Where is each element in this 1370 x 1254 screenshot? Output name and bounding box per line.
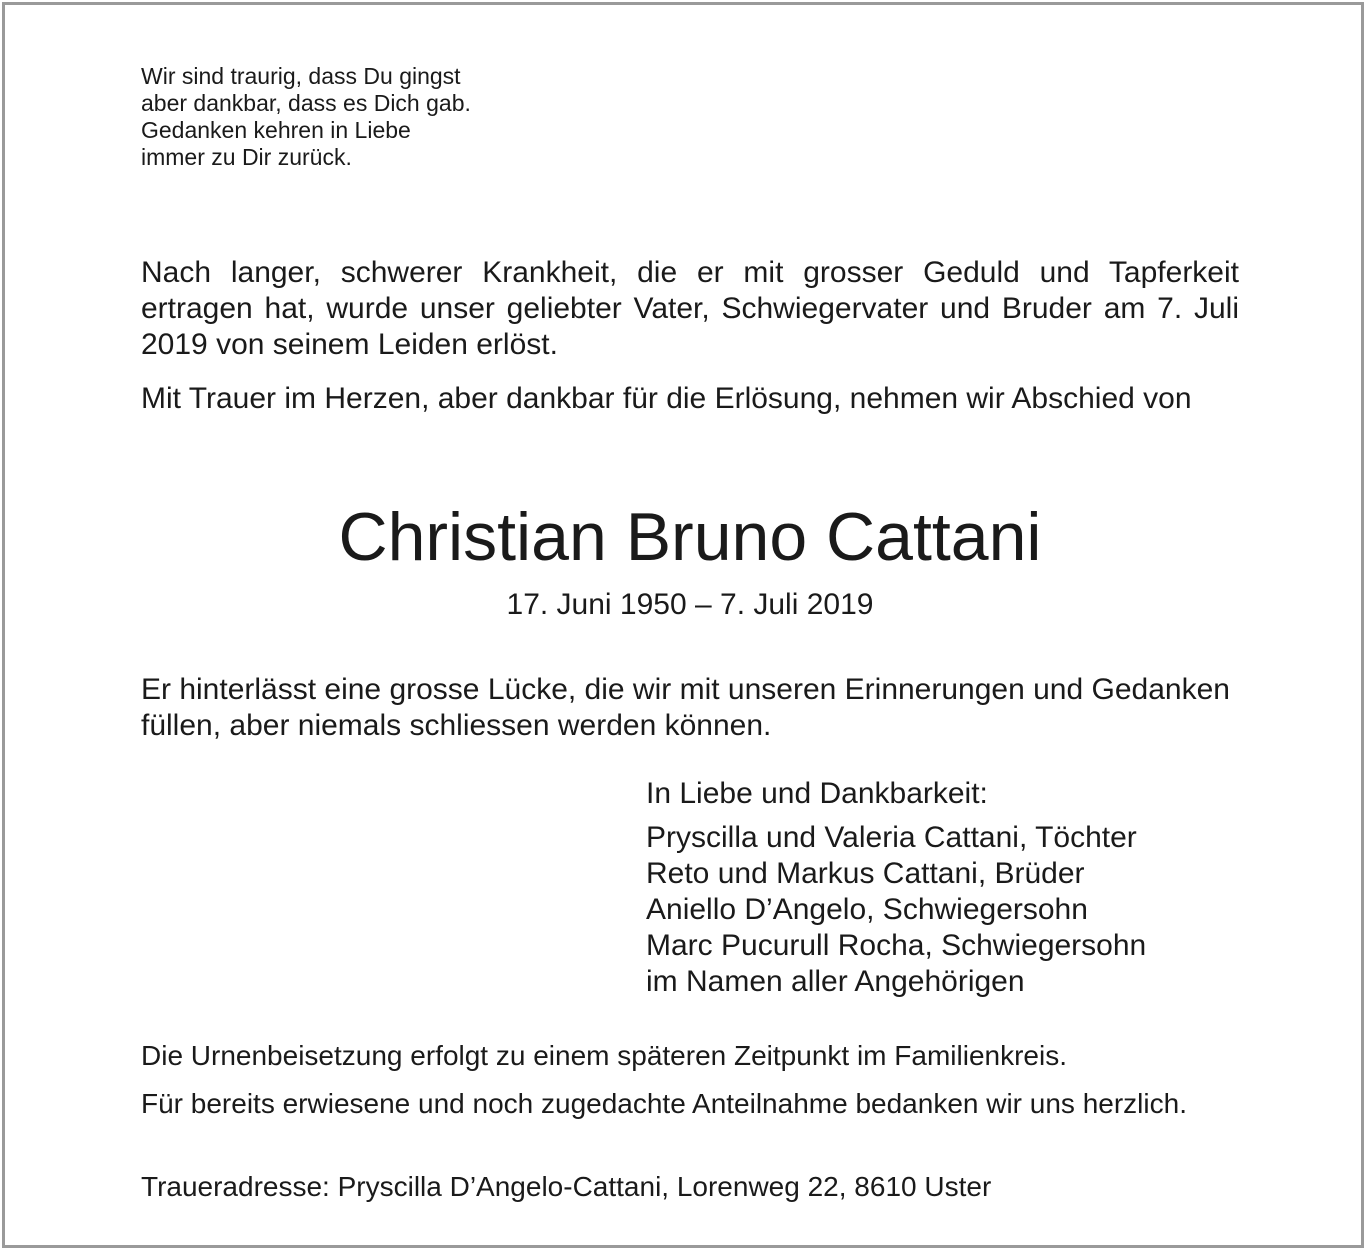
legacy-paragraph: Er hinterlässt eine grosse Lücke, die wir mit unseren Erinnerungen und Gedanken füllen, aber niemals schliessen werden können. <box>141 673 1230 742</box>
signer-line: Reto und Markus Cattani, Brüder <box>646 857 1085 890</box>
signers-block <box>646 776 1146 1000</box>
motto-line: Gedanken kehren in Liebe <box>141 117 411 143</box>
obituary-notice <box>2 2 1364 1248</box>
signer-line: im Namen aller Angehörigen <box>646 965 1025 998</box>
signers-heading: In Liebe und Dankbarkeit: <box>646 777 988 810</box>
signer-line: Aniello D’Angelo, Schwiegersohn <box>646 893 1088 926</box>
signer-line: Marc Pucurull Rocha, Schwiegersohn <box>646 929 1147 962</box>
motto-line: Wir sind traurig, dass Du gingst <box>141 63 461 89</box>
intro-paragraph: Nach langer, schwerer Krankheit, die er mit grosser Geduld und Tapferkeit ertragen hat, wurde unser geliebter Vater, Schwiegervater und Bruder am 7. Juli 2019 von seinem Leiden erlöst. <box>141 256 1239 361</box>
mourning-address: Traueradresse: Pryscilla D’Angelo-Cattani, Lorenweg 22, 8610 Uster <box>141 1171 992 1202</box>
deceased-name: Christian Bruno Cattani <box>338 499 1042 575</box>
motto-line: aber dankbar, dass es Dich gab. <box>141 90 471 116</box>
motto-verse <box>141 63 471 171</box>
thanks-note: Für bereits erwiesene und noch zugedachte Anteilnahme bedanken wir uns herzlich. <box>141 1088 1187 1119</box>
signer-line: Pryscilla und Valeria Cattani, Töchter <box>646 821 1137 854</box>
burial-note: Die Urnenbeisetzung erfolgt zu einem späteren Zeitpunkt im Familienkreis. <box>141 1040 1067 1071</box>
farewell-paragraph: Mit Trauer im Herzen, aber dankbar für die Erlösung, nehmen wir Abschied von <box>141 382 1192 415</box>
life-dates: 17. Juni 1950 – 7. Juli 2019 <box>506 588 874 621</box>
motto-line: immer zu Dir zurück. <box>141 144 352 170</box>
